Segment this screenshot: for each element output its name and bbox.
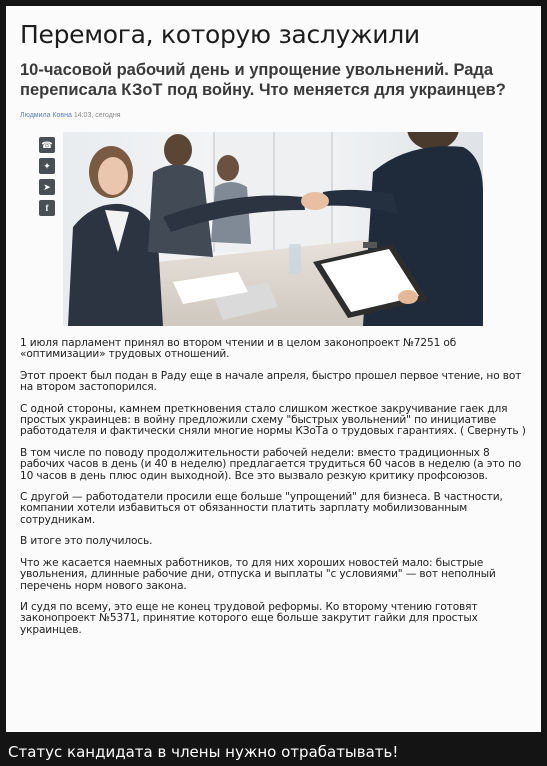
- caption-bar: [0, 738, 547, 766]
- paragraph: Что же касается наемных работников, то для них хороших новостей мало: быстрые увольнения, длинные рабочие дни, отпуска и выплаты "с условиями" — вот неполный перечень норм нового закона.: [20, 556, 496, 592]
- paragraph: 1 июля парламент принял во втором чтении и в целом законопроект №7251 об «оптимизации» трудовых отношений.: [20, 337, 457, 361]
- author-link[interactable]: Людмила Ковна: [20, 112, 72, 119]
- paragraph: С другой — работодатели просили еще больше "упрощений" для бизнеса. В частности, компании хотели избавиться от обязанности платить зарплату мобилизованным сотрудникам.: [20, 491, 503, 526]
- paragraph: В том числе по поводу продолжительности рабочей недели: вместо традиционных 8 рабочих часов в день (и 40 в неделю) предлагается трудиться 60 часов в неделю (а это по 10 часов в день плюс один выходной). Все это вызвало резкую критику профсоюзов.: [20, 446, 522, 482]
- publish-time: 14:03, сегодня: [73, 112, 121, 119]
- paragraph: И судя по всему, это еще не конец трудовой реформы. Ко второму чтению готовят законопроект №5371, принятие которого еще больше закрутит гайки для простых украинцев.: [20, 600, 478, 636]
- article-card: [6, 6, 541, 732]
- byline: [20, 112, 121, 119]
- viber-icon[interactable]: ☎: [39, 137, 55, 153]
- article-body: [20, 338, 530, 646]
- paragraph: В итоге это получилось.: [20, 535, 153, 548]
- twitter-icon[interactable]: ✦: [39, 158, 55, 174]
- article-photo: [63, 132, 483, 326]
- page-title: Перемога, которую заслужили: [20, 20, 420, 49]
- paragraph: Этот проект был подан в Раду еще в начале апреля, быстро прошел первое чтение, но вот на втором застопорился.: [20, 369, 522, 394]
- article-headline[interactable]: 10-часовой рабочий день и упрощение увольнений. Рада переписала КЗоТ под войну. Что меняется для украинцев?: [20, 61, 506, 99]
- telegram-icon[interactable]: ➤: [39, 179, 55, 195]
- paragraph: С одной стороны, камнем преткновения стало слишком жесткое закручивание гаек для простых украинцев: в войну предложили схему "быстрых увольнений" по инициативе работодателя и фактически сняли многие нормы КЗоТа о трудовых гарантиях. ( Свернуть ): [20, 402, 526, 438]
- facebook-icon[interactable]: f: [39, 200, 55, 216]
- caption-text: Статус кандидата в члены нужно отрабатывать!: [8, 743, 399, 761]
- share-bar: [39, 137, 55, 221]
